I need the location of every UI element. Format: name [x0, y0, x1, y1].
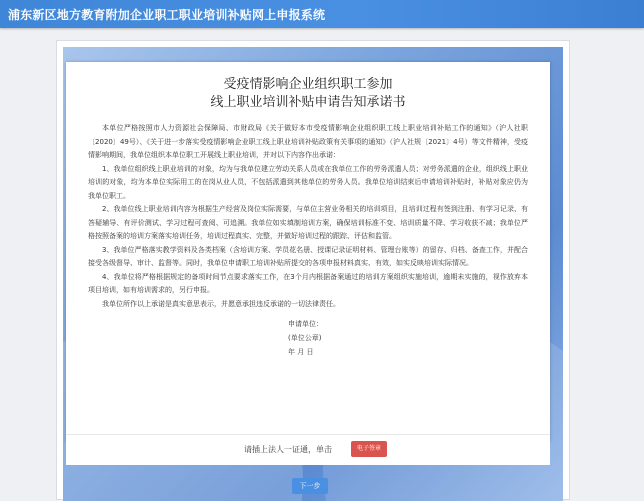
document-title — [88, 76, 528, 112]
signature-block — [88, 317, 528, 359]
paragraph-4: 4、我单位将严格根据规定的备项时间节点要求落实工作，在3个月内根据备案通过的培训方案组织实施培训，逾期未实施的，视作放弃本项目培训，如有培训需求的，另行申报。 — [88, 272, 528, 294]
user-info — [514, 4, 634, 24]
paragraph-intro: 本单位严格按照市人力资源社会保障局、市财政局《关于做好本市受疫情影响企业组织职工线上职业培训补贴工作的通知》（沪人社职〔2020〕49号）、《关于进一步落实受疫情影响企业职工线上职业培训补贴政策有关事项的通知》（沪人社规〔2021〕4号）等文件精神，受疫情影响期间，我单位组织本单位职工开展线上职业培训，并对以下内容作出承诺： — [88, 124, 528, 159]
app-title: 浦东新区地方教育附加企业职工职业培训补贴网上申报系统 — [8, 8, 326, 22]
seal-label: (单位公章) — [288, 334, 322, 342]
next-step-button[interactable]: 下一步 — [292, 478, 328, 494]
commitment-document — [66, 62, 550, 442]
paragraph-1: 1、我单位组织线上职业培训的对象，均为与我单位建立劳动关系人员或在我单位工作的劳务派遣人员；对劳务派遣的企业，组织线上职业培训的对象，均为本单位实际用工的在岗从业人员，不包括派遣到其他单位的劳务人员。我单位培训结束后申请培训补贴时，补贴对象应仍为我单位职工。 — [88, 164, 528, 200]
date-label: 年 月 日 — [288, 348, 314, 356]
paragraph-2: 2、我单位线上职业培训内容为根据生产经营及岗位实际需要，与单位主营业务相关的培训项目，且培训过程有签到注册、有学习记录、有答疑辅导、有评价测试、学习过程可查阅、可追溯。我单位如实填制培训方案，确保培训标准不变、培训质量不降、学习收获不减；我单位严格按照备案的培训方案落实培训任务，培训过程真实、完整，并做好培训过程的跟踪、评估和监管。 — [88, 205, 528, 240]
electronic-seal-button[interactable]: 电子签章 — [351, 441, 387, 457]
ca-key-hint: 请插上法人一证通，单击 — [244, 445, 332, 454]
signature-bar — [66, 434, 550, 465]
paragraph-3: 3、我单位严格落实教学资料及各类档案（含培训方案、学员花名册、授课记录证明材料、管理台账等）的留存、归档、备查工作，并配合接受各级督导、审计、监督等。同时，我单位申请职工培训补贴所提交的各项申报材料真实、有效，如实反映培训实际情况。 — [88, 245, 528, 267]
app-header — [0, 0, 644, 28]
document-title-line1: 受疫情影响企业组织职工参加 — [223, 77, 393, 92]
document-title-line2: 线上职业培训补贴申请告知承诺书 — [210, 95, 406, 110]
applicant-label: 申请单位： — [288, 320, 323, 328]
paragraph-closing: 我单位所作以上承诺是真实意思表示，并愿意承担违反承诺的一切法律责任。 — [102, 299, 340, 308]
